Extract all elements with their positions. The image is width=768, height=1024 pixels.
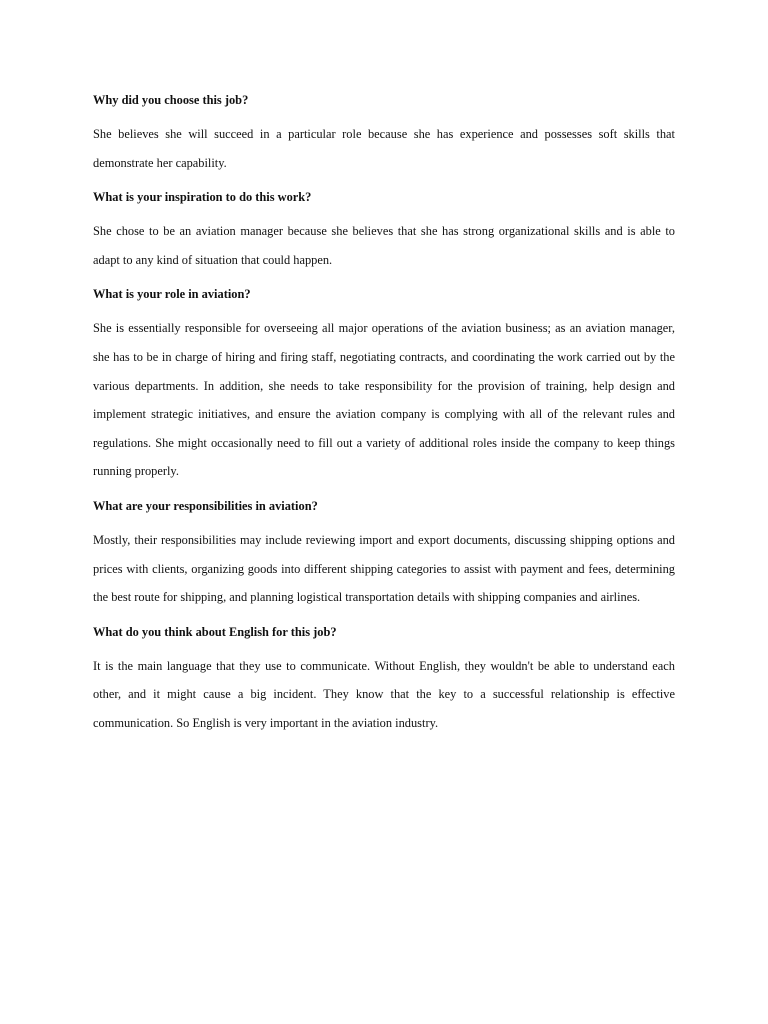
answer-paragraph: She is essentially responsible for overseeing all major operations of the aviation business; as an aviation manager, she has to be in charge of hiring and firing staff, negotiating contracts, and coordinating the work carried out by the various departments. In addition, she needs to take responsibility for the provision of training, help design and implement strategic initiatives, and ensure the aviation company is complying with all of the relevant rules and regulations. She might occasionally need to fill out a variety of additional roles inside the company to keep things running properly. <box>93 321 675 479</box>
qa-section-4 <box>93 492 675 612</box>
qa-section-1 <box>93 86 675 177</box>
qa-section-5 <box>93 618 675 738</box>
question-heading: What is your inspiration to do this work? <box>93 190 312 205</box>
question-heading: What is your role in aviation? <box>93 287 251 302</box>
answer-paragraph: She chose to be an aviation manager because she believes that she has strong organizational skills and is able to adapt to any kind of situation that could happen. <box>93 224 675 267</box>
question-heading: What do you think about English for this job? <box>93 624 337 639</box>
answer-paragraph: It is the main language that they use to communicate. Without English, they wouldn't be able to understand each other, and it might cause a big incident. They know that the key to a successful relationship is effective communication. So English is very important in the aviation industry. <box>93 658 675 730</box>
qa-section-3 <box>93 280 675 486</box>
answer-paragraph: Mostly, their responsibilities may include reviewing import and export documents, discussing shipping options and prices with clients, organizing goods into different shipping categories to assist with payment and fees, determining the best route for shipping, and planning logistical transportation details with shipping companies and airlines. <box>93 532 675 605</box>
qa-section-2 <box>93 183 675 274</box>
document-page <box>93 86 675 744</box>
question-heading: What are your responsibilities in aviation? <box>93 498 318 513</box>
question-heading: Why did you choose this job? <box>93 93 249 107</box>
answer-paragraph: She believes she will succeed in a particular role because she has experience and possesses soft skills that demonstrate her capability. <box>93 127 675 170</box>
